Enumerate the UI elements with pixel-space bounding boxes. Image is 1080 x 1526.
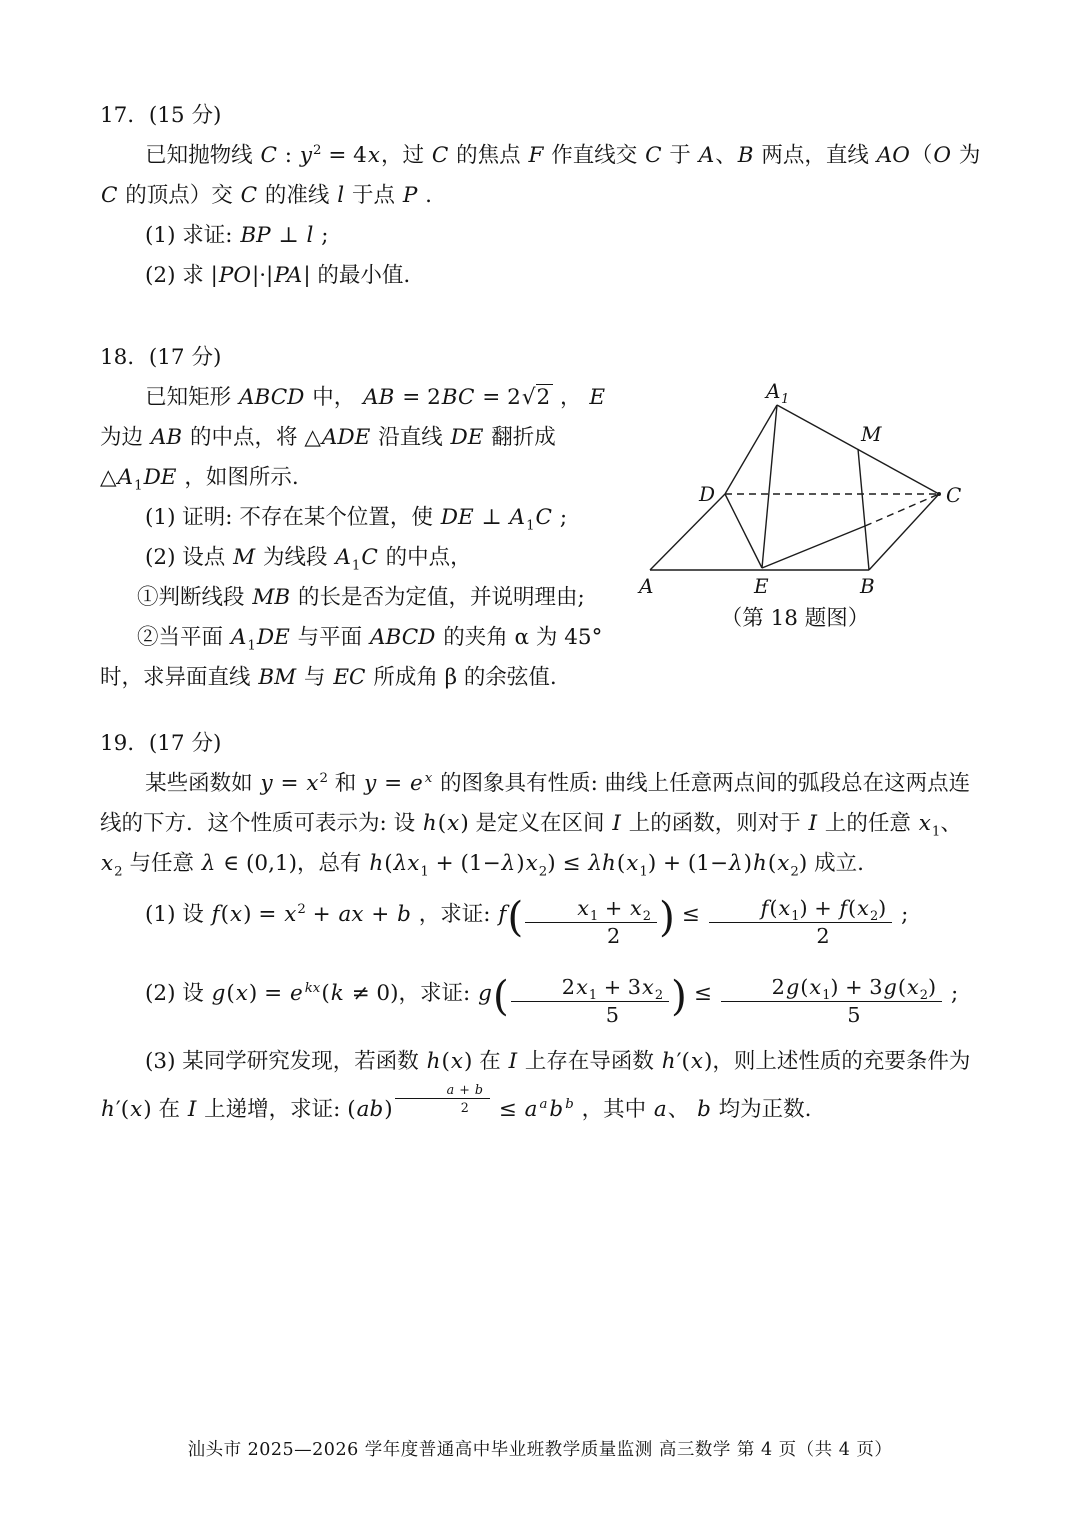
label-c: C (946, 483, 962, 507)
problem-18-item-2-2: ②当平面 $A_1DE$ 与平面 ABCD 的夹角 α 为 45° 时，求异面直线 BM 与 EC 所成角 β 的余弦值. (100, 625, 603, 690)
problem-17-item-1: (1) 求证: BP ⊥ l ; (145, 223, 329, 248)
problem-18 (100, 338, 990, 698)
figure-18-caption: （第 18 题图） (720, 606, 870, 631)
edge-d-e (725, 494, 762, 568)
page-footer: 汕头市 2025—2026 学年度普通高中毕业班教学质量监测 高三数学 第 4 页（共 4 页） (187, 1440, 893, 1460)
problem-17-heading: 17．(15 分) (100, 103, 222, 128)
edge-b-c (869, 494, 939, 570)
edge-a1-d (725, 405, 777, 494)
label-d: D (699, 482, 716, 506)
label-a1: A (766, 379, 781, 403)
edge-e-c-visible (762, 526, 865, 568)
label-b: B (860, 574, 875, 598)
problem-18-intro: 已知矩形 ABCD 中， AB = 2BC = 2√2 ， E 为边 AB 的中点，将 △ADE 沿直线 DE 翻折成 $\triangle A_1DE$ ，如图所示. (100, 385, 606, 494)
edge-a1-e (762, 405, 777, 568)
figure-18 (630, 374, 990, 634)
problem-19 (100, 724, 990, 1130)
label-a: A (639, 574, 654, 598)
figure-18-diagram (630, 374, 975, 604)
edge-m-b (858, 449, 869, 570)
problem-18-item-2: (2) 设点 M 为线段 $A_1C$ 的中点， (145, 545, 472, 574)
vertex-c-dot (937, 492, 941, 496)
label-m: M (861, 422, 882, 446)
problem-17-item-2: (2) 求 |PO|·|PA| 的最小值. (145, 263, 411, 288)
problem-19-item-3: (3) 某同学研究发现，若函数 h(x) 在 I 上存在导函数 h′(x)，则上述性质的充要条件为 h′(x) 在 I 上递增，求证: (ab) $^{\frac{a + b}{2}}$ ≤ a $^a$b $^b$ ，其中 a、 b 均为正数. (101, 1049, 971, 1123)
problem-18-item-2-1: ①判断线段 MB 的长是否为定值，并说明理由; (137, 585, 585, 610)
problem-19-intro: 某些函数如 $y = x^2$ 和 y = e $^x$ 的图象具有性质: 曲线上任意两点间的弧段总在这两点连线的下方．这个性质可表示为: 设 h(x) 是定义在区间 I 上的函数，则对于 I 上的任意 $x_1$、 $x_2$ 与任意 λ ∈ (0,1)，总有 $h(\lambda x_1 + (1-\lambda)x_2) \le \lambda h(x_1) + (1-\lambda)h(x_2)$ 成立. (100, 770, 971, 880)
problem-18-heading: 18．(17 分) (100, 345, 222, 370)
problem-19-item-1: (1) 设 $f(x) = x^2$ + ax + b ，求证: f( $\frac{x_1 + x_2}{2}$ ) ≤ $\frac{f(x_1) + f(x_2)}{2}$ ; (145, 892, 909, 949)
label-e: E (754, 574, 769, 598)
problem-18-item-1: (1) 证明: 不存在某个位置，使 DE ⊥ $A_1C$ ; (145, 505, 568, 534)
edge-e-c-hidden (865, 494, 939, 526)
problem-19-item-2: (2) 设 g(x) = e $^{kx}$(k ≠ 0)，求证: g( $\frac{2x_1 + 3x_2}{5}$ ) ≤ $\frac{2g(x_1) + 3g(x_2)}{5}$ ; (145, 972, 959, 1028)
problem-17 (100, 96, 990, 296)
label-a1-sub: 1 (781, 392, 790, 407)
problem-17-intro: 已知抛物线 C : $y^2 = 4x$，过 C 的焦点 F 作直线交 C 于 A、B 两点，直线 AO（O 为 C 的顶点）交 C 的准线 l 于点 P . (101, 142, 981, 208)
problem-19-heading: 19．(17 分) (100, 731, 222, 756)
